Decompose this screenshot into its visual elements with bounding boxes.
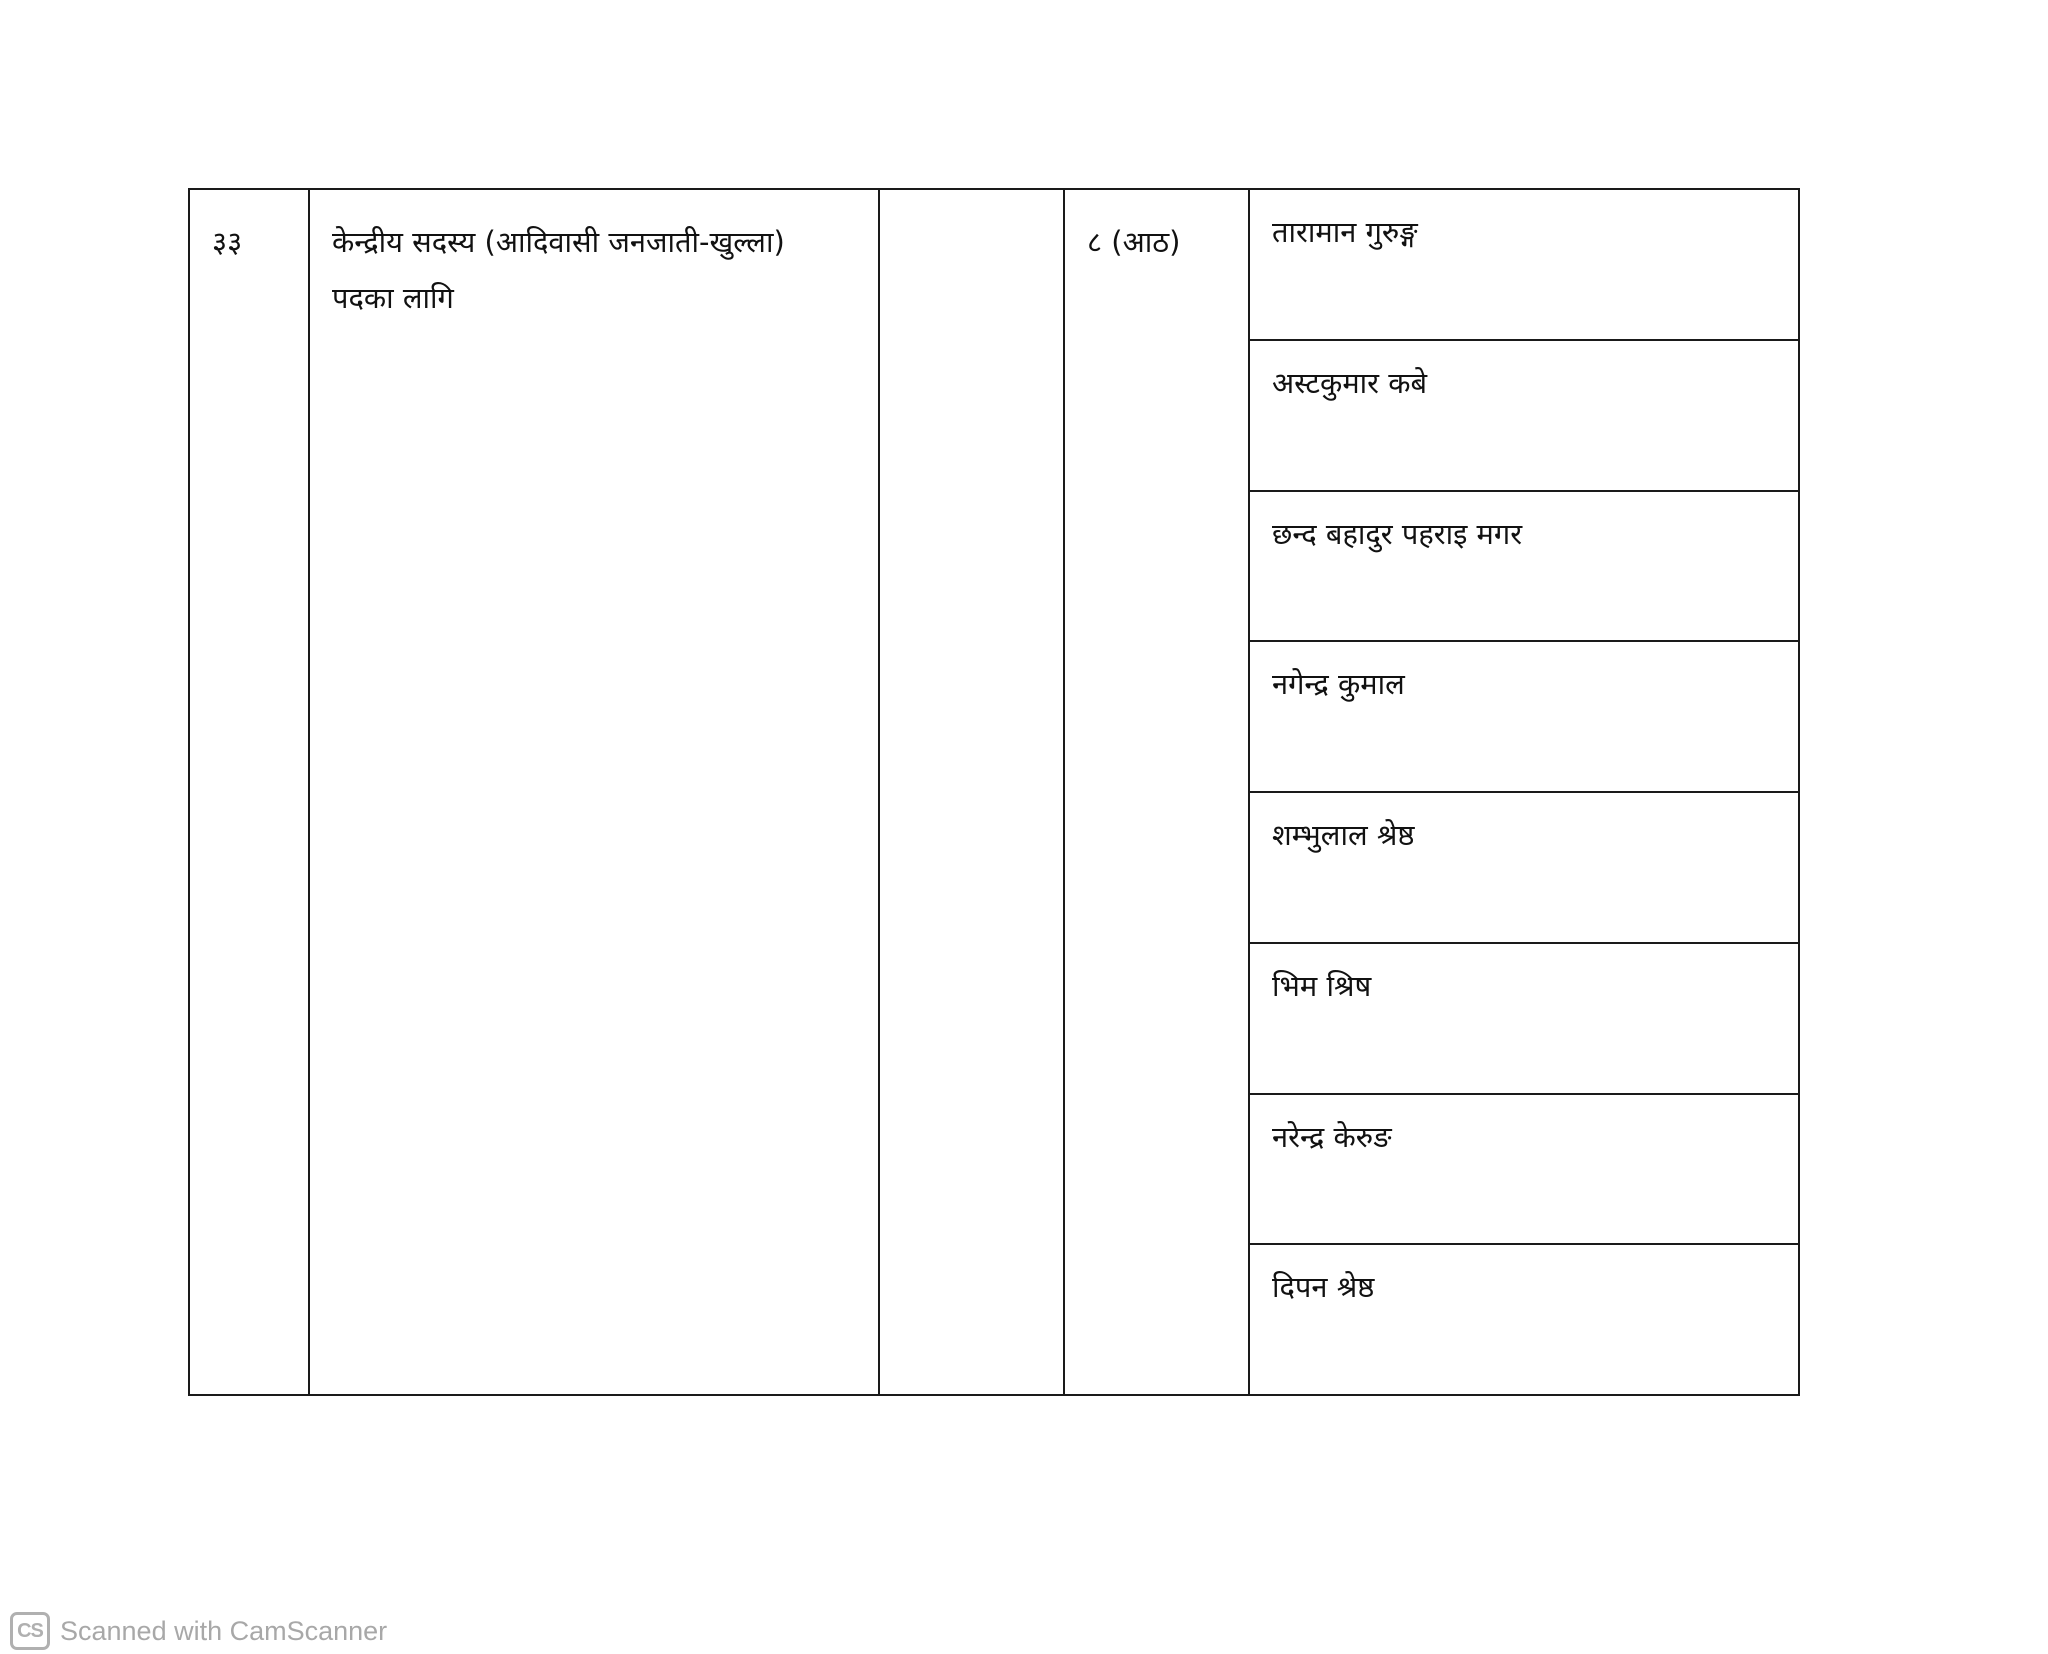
serial-number: ३३ [212, 225, 243, 259]
candidate-count: ८ (आठ) [1087, 225, 1181, 259]
camscanner-logo-icon: CS [10, 1612, 50, 1650]
candidate-name: तारामान गुरुङ्ग [1272, 215, 1418, 249]
candidate-row [1250, 1095, 1798, 1246]
candidate-row [1250, 492, 1798, 643]
candidate-name: दिपन श्रेष्ठ [1272, 1270, 1375, 1305]
candidate-name: नगेन्द्र कुमाल [1272, 667, 1405, 702]
blank-column [880, 190, 1065, 1394]
candidate-row [1250, 944, 1798, 1095]
candidate-name: भिम श्रिष [1272, 968, 1372, 1003]
post-title-line-2: पदका लागि [332, 281, 454, 315]
candidate-row [1250, 642, 1798, 793]
serial-column [190, 190, 310, 1394]
candidate-name: शम्भुलाल श्रेष्ठ [1272, 818, 1415, 852]
camscanner-watermark [10, 1608, 387, 1654]
candidate-names-column [1250, 190, 1798, 1394]
candidate-row [1250, 1245, 1798, 1394]
candidate-name: अस्टकुमार कबे [1272, 365, 1428, 400]
candidate-name: नरेन्द्र केरुङ [1272, 1119, 1392, 1154]
candidate-row [1250, 190, 1798, 341]
count-column [1065, 190, 1250, 1394]
post-title-line-1: केन्द्रीय सदस्य (आदिवासी जनजाती-खुल्ला) [332, 225, 785, 259]
watermark-text: Scanned with CamScanner [60, 1615, 388, 1646]
post-title [332, 214, 858, 326]
candidate-row [1250, 341, 1798, 492]
candidate-row [1250, 793, 1798, 944]
candidate-name: छन्द बहादुर पहराइ मगर [1272, 516, 1523, 551]
post-column [310, 190, 880, 1394]
candidate-table [188, 188, 1800, 1396]
